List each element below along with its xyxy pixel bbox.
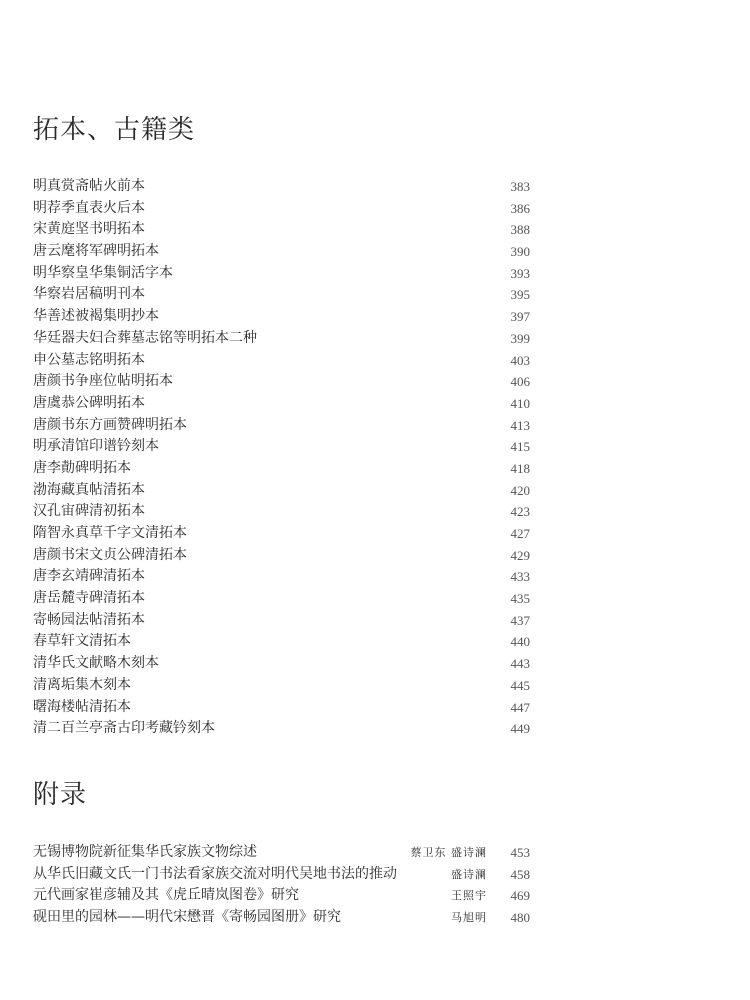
toc-entry xyxy=(33,718,530,740)
toc-entry-title: 宋黄庭坚书明拓本 xyxy=(33,221,145,238)
toc-entry-page-number: 386 xyxy=(510,200,530,216)
toc-entry xyxy=(33,415,530,437)
toc-entry-title: 唐颜书争座位帖明拓本 xyxy=(33,373,173,390)
toc-entry xyxy=(33,545,530,567)
toc-entry xyxy=(33,523,530,545)
section-title-appendix: 附录 xyxy=(33,780,88,810)
toc-entry-title: 砚田里的园林——明代宋懋晋《寄畅园图册》研究 xyxy=(33,908,341,925)
toc-entry-title: 曙海楼帖清拓本 xyxy=(33,698,131,715)
toc-entry-page-number: 420 xyxy=(510,482,530,498)
toc-entry-title: 渤海藏真帖清拓本 xyxy=(33,481,145,498)
toc-entry-page-number: 383 xyxy=(510,179,530,194)
toc-entry xyxy=(33,697,530,719)
toc-entry-author: 王照宇 xyxy=(451,889,487,902)
toc-entry-page-number: 433 xyxy=(510,569,530,585)
toc-entry-title: 春草轩文清拓本 xyxy=(33,633,131,650)
toc-entry-title: 华善述被褐集明抄本 xyxy=(33,308,159,325)
toc-entry-page-number: 440 xyxy=(510,634,530,650)
toc-entry-title: 唐虞恭公碑明拓本 xyxy=(33,394,145,411)
toc-entry-title: 唐云麾将军碑明拓本 xyxy=(33,243,159,260)
toc-entry-author: 蔡卫东 盛诗澜 xyxy=(410,846,487,859)
toc-entry xyxy=(33,864,530,886)
toc-entry xyxy=(33,566,530,588)
toc-entry-title: 明荐季直表火后本 xyxy=(33,199,145,216)
toc-entry-page-number: 480 xyxy=(510,909,530,925)
toc-entry-title: 从华氏旧藏文氏一门书法看家族交流对明代吴地书法的推动 xyxy=(33,865,397,882)
toc-entry xyxy=(33,885,530,907)
toc-entry-page-number: 449 xyxy=(510,721,530,737)
toc-entry-title: 唐李玄靖碑清拓本 xyxy=(33,568,145,585)
toc-entry-title: 无锡博物院新征集华氏家族文物综述 xyxy=(33,844,257,860)
toc-entry xyxy=(33,675,530,697)
toc-entry-page-number: 388 xyxy=(510,222,530,238)
toc-entry-page-number: 445 xyxy=(510,677,530,693)
toc-entry xyxy=(33,907,530,929)
toc-entry xyxy=(33,241,530,263)
toc-entry-page-number: 399 xyxy=(510,330,530,346)
toc-entry-page-number: 469 xyxy=(510,888,530,903)
toc-list-appendix xyxy=(33,842,530,928)
toc-entry-page-number: 395 xyxy=(510,287,530,303)
toc-entry-title: 明真赏斋帖火前本 xyxy=(33,178,145,194)
toc-entry-page-number: 413 xyxy=(510,417,530,433)
toc-entry-title: 明承清馆印谱钤刻本 xyxy=(33,438,159,455)
toc-entry xyxy=(33,176,530,198)
toc-entry-title: 唐颜书东方画赞碑明拓本 xyxy=(33,416,187,433)
toc-entry-page-number: 393 xyxy=(510,265,530,281)
toc-entry-title: 隋智永真草千字文清拓本 xyxy=(33,525,187,541)
toc-entry xyxy=(33,306,530,328)
toc-entry-page-number: 427 xyxy=(510,526,530,541)
toc-entry xyxy=(33,198,530,220)
toc-entry xyxy=(33,458,530,480)
toc-entry-title: 清二百兰亭斋古印考藏钤刻本 xyxy=(33,720,215,737)
toc-entry xyxy=(33,328,530,350)
toc-entry-title: 汉孔宙碑清初拓本 xyxy=(33,503,145,520)
toc-entry xyxy=(33,842,530,864)
toc-entry-title: 清离垢集木刻本 xyxy=(33,676,131,693)
section-title-rubbings: 拓本、古籍类 xyxy=(33,115,196,145)
toc-entry xyxy=(33,631,530,653)
toc-entry xyxy=(33,371,530,393)
toc-list-rubbings xyxy=(33,176,530,740)
toc-entry xyxy=(33,263,530,285)
toc-entry-page-number: 406 xyxy=(510,374,530,390)
toc-entry-title: 明华察皇华集铜活字本 xyxy=(33,264,173,281)
toc-entry-author: 盛诗澜 xyxy=(451,867,487,881)
toc-entry-title: 寄畅园法帖清拓本 xyxy=(33,611,145,628)
toc-entry xyxy=(33,653,530,675)
toc-entry xyxy=(33,588,530,610)
toc-entry-page-number: 397 xyxy=(510,309,530,325)
toc-entry-page-number: 437 xyxy=(510,612,530,628)
toc-entry-page-number: 453 xyxy=(510,845,530,860)
toc-entry xyxy=(33,350,530,372)
toc-entry-page-number: 458 xyxy=(510,866,530,882)
toc-entry-title: 申公墓志铭明拓本 xyxy=(33,351,145,368)
toc-entry xyxy=(33,284,530,306)
toc-entry-title: 唐颜书宋文贞公碑清拓本 xyxy=(33,546,187,563)
toc-entry-page-number: 390 xyxy=(510,244,530,260)
toc-entry-title: 清华氏文献略木刻本 xyxy=(33,655,159,672)
toc-entry-title: 唐岳麓寺碑清拓本 xyxy=(33,590,145,607)
toc-entry xyxy=(33,219,530,241)
toc-entry-title: 华察岩居稿明刊本 xyxy=(33,286,145,303)
toc-entry-title: 唐李勣碑明拓本 xyxy=(33,459,131,476)
toc-entry-page-number: 403 xyxy=(510,352,530,368)
toc-entry-page-number: 429 xyxy=(510,547,530,563)
toc-entry-page-number: 447 xyxy=(510,699,530,715)
toc-entry-author: 马旭明 xyxy=(451,910,487,924)
toc-entry-page-number: 435 xyxy=(510,591,530,607)
toc-entry-page-number: 418 xyxy=(510,460,530,476)
toc-entry-page-number: 415 xyxy=(510,439,530,455)
toc-entry-title: 华廷器夫妇合葬墓志铭等明拓本二种 xyxy=(33,329,257,346)
toc-entry-page-number: 443 xyxy=(510,656,530,672)
toc-entry xyxy=(33,610,530,632)
toc-entry-title: 元代画家崔彦辅及其《虎丘晴岚图卷》研究 xyxy=(33,887,299,903)
toc-entry xyxy=(33,480,530,502)
toc-entry-page-number: 410 xyxy=(510,395,530,411)
toc-entry xyxy=(33,501,530,523)
toc-entry-page-number: 423 xyxy=(510,504,530,520)
toc-entry xyxy=(33,393,530,415)
toc-entry xyxy=(33,436,530,458)
